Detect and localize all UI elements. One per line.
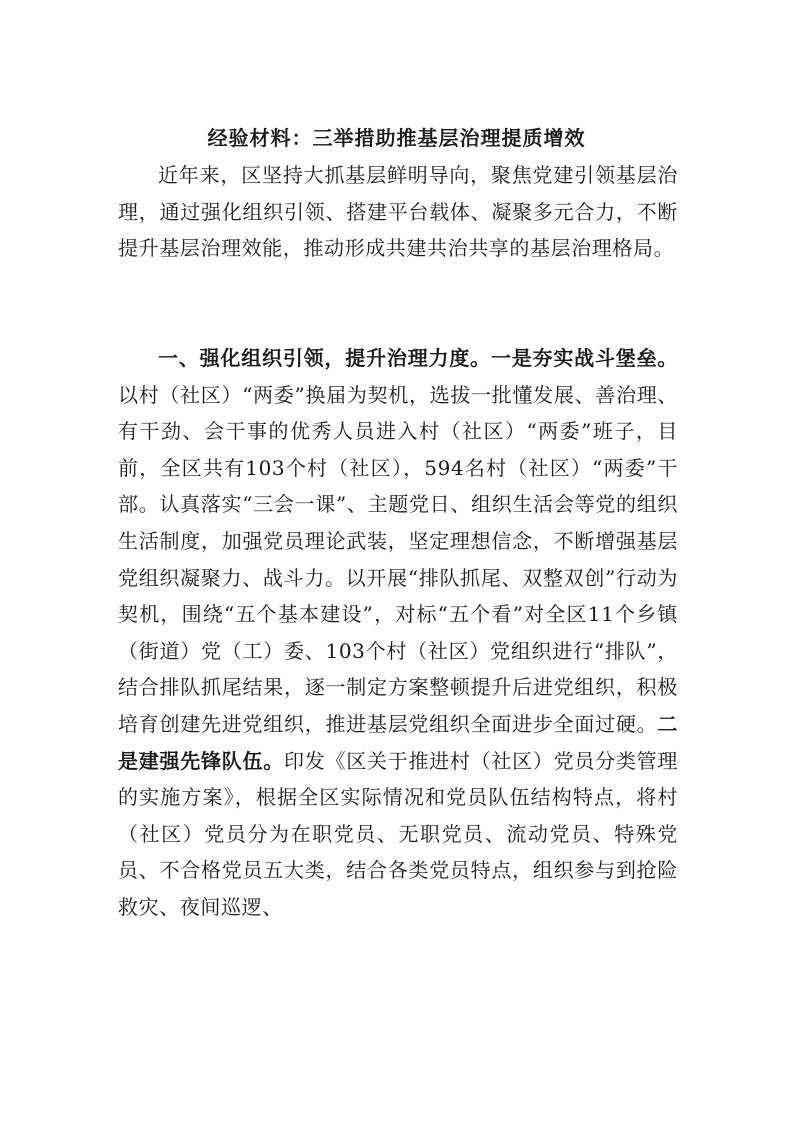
- section-1-paragraph: [118, 340, 678, 926]
- document-title: 经验材料：三举措助推基层治理提质增效: [207, 126, 586, 150]
- section-1-heading: 一、强化组织引领，提升治理力度。: [158, 346, 491, 370]
- point-1-title: 一是夯实战斗堡垒。: [490, 346, 678, 370]
- point-2-title: 二是建强先锋队伍。: [118, 711, 678, 773]
- point-1-text: 以村（社区）“两委”换届为契机，选拔一批懂发展、善治理、有干劲、会干事的优秀人员进入村（社区）“两委”班子，目前，全区共有103个村（社区），594名村（社区）“两委”干部。认真落实“三会一课”、主题党日、组织生活会等党的组织生活制度，加强党员理论武装，坚定理想信念，不断增强基层党组织凝聚力、战斗力。以开展“排队抓尾、双整双创”行动为契机，围绕“五个基本建设”，对标“五个看”对全区11个乡镇（街道）党（工）委、103个村（社区）党组织进行“排队”，结合排队抓尾结果，逐一制定方案整顿提升后进党组织，积极培育创建先进党组织，推进基层党组织全面进步全面过硬。: [118, 382, 678, 736]
- point-2-text: 印发《区关于推进村（社区）党员分类管理的实施方案》，根据全区实际情况和党员队伍结构特点，将村（社区）党员分为在职党员、无职党员、流动党员、特殊党员、不合格党员五大类，结合各类党员特点，组织参与到抢险救灾、夜间巡逻、: [118, 748, 678, 919]
- intro-paragraph: 近年来，区坚持大抓基层鲜明导向，聚焦党建引领基层治理，通过强化组织引领、搭建平台载体、凝聚多元合力，不断提升基层治理效能，推动形成共建共治共享的基层治理格局。: [118, 163, 678, 261]
